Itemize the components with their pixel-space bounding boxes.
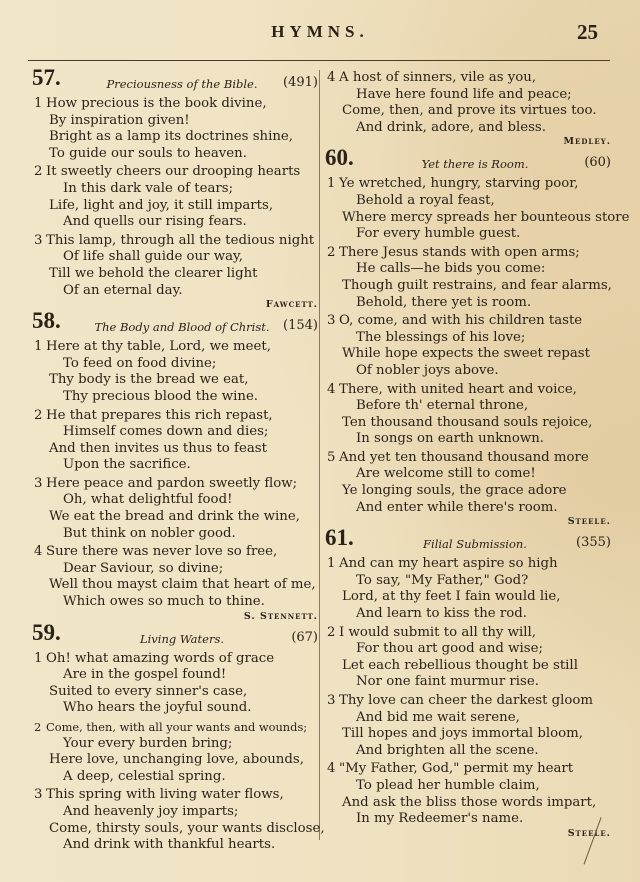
- verse-line: And drink with thankful hearts.: [63, 837, 276, 853]
- hymn-heading: [325, 525, 611, 556]
- verse-line: And learn to kiss the rod.: [356, 606, 527, 622]
- stanza-number: 3: [327, 693, 336, 708]
- stanza-number: 5: [327, 449, 336, 465]
- hymn-61: [325, 525, 611, 840]
- verse-line: Your every burden bring;: [63, 735, 233, 751]
- verse-line: In my Redeemer's name.: [356, 811, 524, 827]
- stanza: [34, 164, 318, 230]
- stanza: [34, 544, 318, 610]
- verse-line: Well thou mayst claim that heart of me,: [49, 577, 316, 593]
- verse-line: Before th' eternal throne,: [356, 398, 529, 414]
- stanza-number: 1: [34, 96, 43, 111]
- hymn-title: The Body and Blood of Christ.: [94, 320, 270, 335]
- verse-line: 2 It sweetly cheers our drooping hearts: [34, 164, 301, 180]
- verse-line: Behold a royal feast,: [356, 192, 495, 208]
- verse-line: 4 There, with united heart and voice,: [327, 381, 577, 397]
- verse-line: Come, thirsty souls, your wants disclose,: [49, 820, 325, 836]
- verse-line: 5 And yet ten thousand thousand more: [327, 449, 589, 465]
- right-column: [325, 70, 630, 844]
- stanza-number: 4: [327, 70, 336, 85]
- stanza-number: 3: [34, 475, 43, 491]
- stanza-number: 2: [327, 244, 336, 260]
- stanza: [34, 719, 318, 785]
- verse-line: To plead her humble claim,: [356, 777, 540, 793]
- verse-line: In songs on earth unknown.: [356, 431, 545, 447]
- hymn-58: [32, 308, 318, 623]
- verse-line: And drink, adore, and bless.: [356, 119, 546, 135]
- stanza: [327, 382, 611, 448]
- tune-reference: (491): [283, 75, 318, 90]
- verse-line: Have here found life and peace;: [356, 86, 572, 102]
- verse-line: To feed on food divine;: [63, 355, 217, 371]
- hymn-title: Living Waters.: [139, 631, 225, 646]
- verse-line: And bid me wait serene,: [356, 709, 520, 725]
- stanza: [327, 761, 611, 827]
- author-attribution: Steele.: [567, 827, 611, 839]
- verse-line: To say, "My Father," God?: [356, 572, 529, 588]
- stanza: [327, 556, 611, 622]
- verse-line: Bright as a lamp its doctrines shine,: [49, 129, 294, 145]
- verse-line: 4 Sure there was never love so free,: [34, 544, 278, 560]
- stanza: [34, 787, 325, 853]
- verse-line: 3 This spring with living water flows,: [34, 787, 284, 803]
- verse-line: 1 Oh! what amazing words of grace: [34, 650, 275, 666]
- verse-line: Though guilt restrains, and fear alarms,: [342, 277, 612, 293]
- tune-reference: (67): [291, 629, 318, 645]
- author-attribution: Steele.: [567, 516, 611, 528]
- verse-line: By inspiration given!: [49, 112, 190, 128]
- hymn-number: 59.: [32, 619, 61, 645]
- verse-line: The blessings of his love;: [356, 329, 526, 345]
- verse-line: Thy precious blood the wine.: [63, 388, 259, 404]
- verse-line: Nor one faint murmur rise.: [356, 674, 539, 690]
- stanza: [34, 233, 318, 299]
- stanza: [327, 693, 611, 759]
- verse-line: Lord, at thy feet I fain would lie,: [342, 589, 561, 605]
- stanza: [327, 625, 611, 691]
- verse-line: Upon the sacrifice.: [63, 457, 191, 473]
- stanza-number: 1: [327, 556, 336, 572]
- stanza: [327, 313, 611, 379]
- verse-line: For every humble guest.: [356, 226, 521, 242]
- stanza: [34, 339, 318, 405]
- stanza: [34, 408, 318, 474]
- verse-line: 4 A host of sinners, vile as you,: [327, 70, 537, 85]
- hymn-number: 57.: [32, 65, 61, 90]
- verse-line: Dear Saviour, so divine;: [63, 560, 224, 576]
- hymn-number: 61.: [325, 525, 354, 551]
- verse-line: 4 "My Father, God," permit my heart: [327, 761, 574, 777]
- verse-line: Life, light and joy, it still imparts,: [49, 197, 274, 213]
- verse-line: 3 O, come, and with his children taste: [327, 313, 583, 329]
- verse-line: Let each rebellious thought be still: [342, 657, 578, 673]
- hymn-title: Filial Submission.: [423, 537, 527, 552]
- verse-line: While hope expects the sweet repast: [342, 346, 590, 362]
- header-rule: [28, 60, 610, 61]
- hymn-59-continued: [327, 70, 611, 148]
- hymn-number: 58.: [32, 308, 61, 334]
- verse-line: 1 And can my heart aspire so high: [327, 556, 558, 572]
- verse-line: Of nobler joys above.: [356, 362, 499, 378]
- stanza: [34, 476, 318, 542]
- verse-line: Oh, what delightful food!: [63, 492, 233, 508]
- verse-line: 3 Here peace and pardon sweetly flow;: [34, 475, 298, 491]
- verse-line: A deep, celestial spring.: [63, 768, 226, 784]
- verse-line: Behold, there yet is room.: [356, 294, 532, 310]
- stanza-number: 1: [34, 650, 43, 666]
- verse-line: And heavenly joy imparts;: [63, 803, 239, 819]
- verse-line: Are in the gospel found!: [63, 667, 227, 683]
- verse-line: Thy body is the bread we eat,: [49, 372, 249, 388]
- stanza-number: 3: [34, 787, 43, 803]
- verse-line: Of life shall guide our way,: [63, 249, 243, 265]
- stanza-number: 2: [34, 164, 43, 180]
- stanza-number: 2: [327, 624, 336, 640]
- verse-line: 3 This lamp, through all the tedious night: [34, 232, 315, 248]
- author-attribution: Fawcett.: [265, 299, 318, 311]
- verse-line: 2 He that prepares this rich repast,: [34, 407, 273, 423]
- verse-line: Till hopes and joys immortal bloom,: [342, 726, 583, 742]
- page-number: 25: [577, 20, 598, 44]
- verse-line: Suited to every sinner's case,: [49, 683, 248, 699]
- stanza-number: 4: [327, 761, 336, 777]
- stanza-number: 3: [327, 313, 336, 329]
- hymn-number: 60.: [325, 145, 354, 171]
- stanza: [327, 245, 611, 311]
- verse-line: And then invites us thus to feast: [49, 440, 267, 456]
- stanza-number: 4: [34, 544, 43, 560]
- hymn-heading: [32, 65, 318, 96]
- verse-line: 1 Ye wretched, hungry, starving poor,: [327, 176, 579, 192]
- hymn-heading: [32, 308, 318, 339]
- verse-line: Come, then, and prove its virtues too.: [342, 103, 597, 119]
- verse-line: Are welcome still to come!: [356, 466, 536, 482]
- verse-line: Who hears the joyful sound.: [63, 700, 252, 716]
- stanza-number: 1: [327, 176, 336, 192]
- verse-line: Here love, unchanging love, abounds,: [49, 752, 304, 768]
- tune-reference: (154): [283, 318, 318, 334]
- verse-line: In this dark vale of tears;: [63, 180, 234, 196]
- verse-line: For thou art good and wise;: [356, 641, 543, 657]
- tune-reference: (355): [576, 535, 611, 551]
- left-column: [32, 65, 325, 856]
- stanza-number: 2: [34, 407, 43, 423]
- verse-line: Which owes so much to thine.: [63, 594, 265, 610]
- verse-line: Ten thousand thousand souls rejoice,: [342, 414, 593, 430]
- verse-line: 2 There Jesus stands with open arms;: [327, 244, 580, 260]
- stanza: [34, 651, 318, 717]
- verse-line: 3 Thy love can cheer the darkest gloom: [327, 693, 594, 708]
- stanza: [34, 96, 318, 162]
- stanza: [327, 450, 611, 516]
- hymn-heading: [32, 619, 318, 651]
- hymn-title: Yet there is Room.: [421, 157, 529, 172]
- verse-line: And brighten all the scene.: [356, 742, 539, 758]
- verse-line: To guide our souls to heaven.: [49, 145, 247, 161]
- verse-line: Ye longing souls, the grace adore: [342, 483, 567, 499]
- running-title: HYMNS.: [271, 22, 369, 41]
- stanza-number: 3: [34, 232, 43, 248]
- author-attribution: Medley.: [563, 136, 611, 148]
- running-head: [0, 22, 640, 46]
- verse-line: And enter while there's room.: [356, 499, 558, 515]
- verse-line: 1 Here at thy table, Lord, we meet,: [34, 339, 271, 355]
- verse-line: Himself comes down and dies;: [63, 424, 269, 440]
- author-attribution: S. Stennett.: [243, 610, 318, 622]
- verse-line: 1 How precious is the book divine,: [34, 96, 267, 111]
- stanza: [327, 70, 611, 136]
- verse-line: Till we behold the clearer light: [49, 265, 258, 281]
- hymn-title: Preciousness of the Bible.: [106, 77, 258, 91]
- verse-line: 2 Come, then, with all your wants and wounds;: [34, 720, 308, 734]
- verse-line: And quells our rising fears.: [63, 214, 247, 230]
- stanza-number: 2: [34, 720, 42, 734]
- hymn-heading: [325, 145, 611, 176]
- verse-line: Where mercy spreads her bounteous store: [342, 209, 630, 225]
- stanza: [327, 176, 630, 242]
- hymn-59: [32, 619, 325, 854]
- hymn-60: [325, 145, 630, 528]
- column-divider: [319, 70, 320, 840]
- verse-line: But think on nobler good.: [63, 525, 236, 541]
- verse-line: And ask the bliss those words impart,: [342, 794, 597, 810]
- verse-line: 2 I would submit to all thy will,: [327, 624, 536, 640]
- verse-line: Of an eternal day.: [63, 282, 183, 298]
- hymn-57: [32, 65, 318, 311]
- stanza-number: 1: [34, 339, 43, 355]
- verse-line: He calls—he bids you come:: [356, 261, 546, 277]
- verse-line: We eat the bread and drink the wine,: [49, 509, 300, 525]
- stanza-number: 4: [327, 381, 336, 397]
- tune-reference: (60): [584, 155, 611, 171]
